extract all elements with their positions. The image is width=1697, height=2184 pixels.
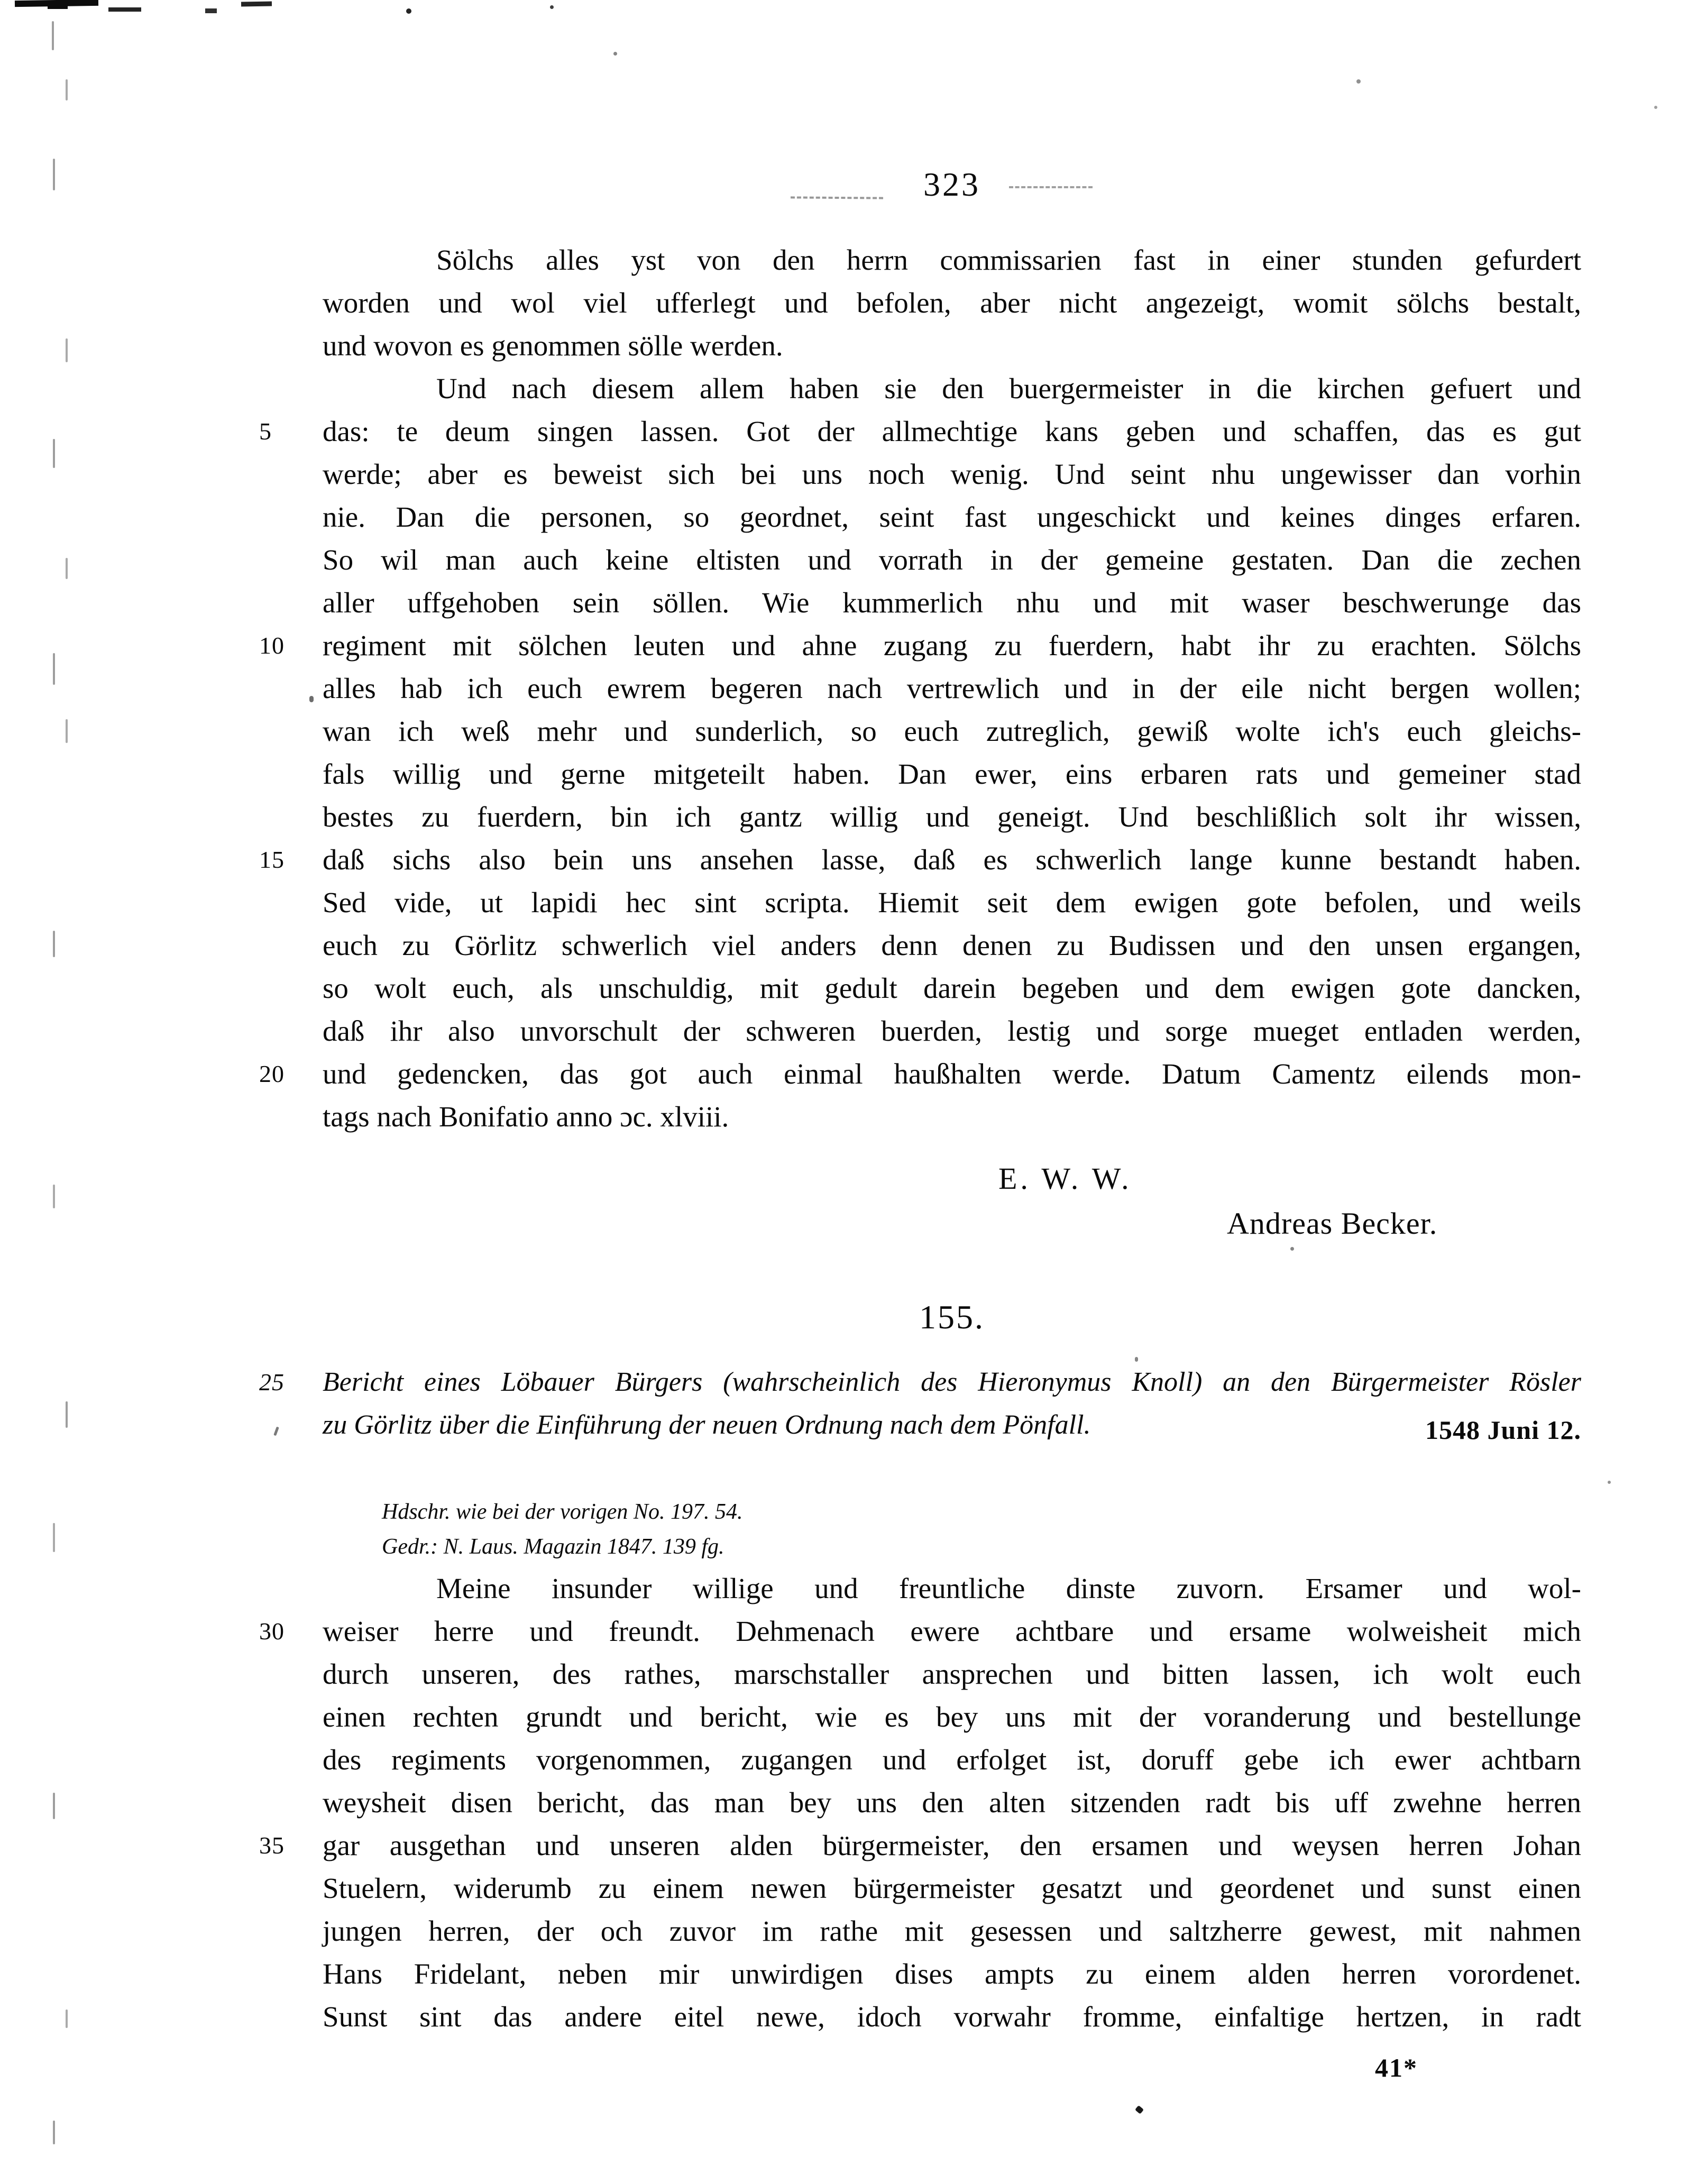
line-text: daß sichs also bein uns ansehen lasse, daß es schwerlich lange kunne bestandt haben.	[323, 843, 1581, 876]
line-text: Sed vide, ut lapidi hec sint scripta. Hiemit seit dem ewigen gote befolen, und weils	[323, 886, 1581, 919]
line-text: regiment mit sölchen leuten und ahne zugang zu fuerdern, habt ihr zu erachten. Sölchs	[323, 629, 1581, 662]
report-text-block	[259, 1567, 1581, 2038]
line-text: bestes zu fuerdern, bin ich gantz willig und geneigt. Und beschlißlich solt ihr wissen,	[323, 801, 1581, 833]
line-text: worden und wol viel ufferlegt und befolen, aber nicht angezeigt, womit sölchs bestalt,	[323, 287, 1581, 319]
line-text: weysheit disen bericht, das man bey uns den alten sitzenden radt bis uff zwehne herren	[323, 1786, 1581, 1819]
text-line	[323, 1910, 1581, 1952]
caption-line	[323, 1403, 1581, 1446]
text-line	[323, 1867, 1581, 1910]
scan-speck	[613, 52, 617, 56]
text-line	[323, 1010, 1581, 1052]
scan-speck	[406, 8, 411, 14]
text-line	[323, 667, 1581, 710]
scan-speck	[66, 79, 68, 100]
scan-speck	[1654, 106, 1657, 109]
line-text: daß ihr also unvorschult der schweren buerden, lestig und sorge mueget entladen werden,	[323, 1015, 1581, 1047]
text-line	[323, 367, 1581, 410]
scan-speck	[53, 653, 55, 685]
scan-speck	[108, 7, 141, 12]
margin-line-number: 30	[259, 1618, 285, 1645]
text-line	[323, 1695, 1581, 1738]
margin-line-number: 10	[259, 632, 285, 659]
line-text: jungen herren, der och zuvor im rathe mit gesessen und saltzherre gewest, mit nahmen	[323, 1915, 1581, 1947]
scan-speck	[1135, 1357, 1138, 1362]
text-line	[323, 581, 1581, 624]
source-reference-line: Gedr.: N. Laus. Magazin 1847. 139 fg.	[382, 1535, 724, 1559]
sheet-signature-mark: 41*	[1375, 2053, 1418, 2082]
scan-speck	[273, 1427, 279, 1436]
scan-speck	[53, 439, 55, 468]
line-text: durch unseren, des rathes, marschstaller ansprechen und bitten lassen, ich wolt euch	[323, 1658, 1581, 1690]
scan-speck	[66, 719, 68, 743]
scan-speck	[1135, 2105, 1144, 2114]
margin-line-number: 35	[259, 1832, 285, 1859]
scan-speck	[66, 1401, 68, 1428]
scan-speck	[53, 159, 55, 190]
text-line	[323, 281, 1581, 324]
text-line	[323, 1095, 1581, 1138]
scan-speck	[66, 2009, 68, 2028]
line-text: zu Görlitz über die Einführung der neuen Ordnung nach dem Pönfall.	[323, 1410, 1091, 1440]
text-line	[323, 495, 1581, 538]
document-number-heading: 155.	[919, 1298, 985, 1336]
text-line	[323, 238, 1581, 281]
line-text: fals willig und gerne mitgeteilt haben. Dan ewer, eins erbaren rats und gemeiner stad	[323, 758, 1581, 790]
caption-line	[259, 1361, 1581, 1403]
line-text: das: te deum singen lassen. Got der allmechtige kans geben und schaffen, das es gut	[323, 415, 1581, 447]
text-line	[259, 410, 1581, 453]
document-caption	[259, 1361, 1581, 1446]
line-text: so wolt euch, als unschuldig, mit gedult darein begeben und dem ewigen gote dancken,	[323, 972, 1581, 1004]
text-line	[323, 1738, 1581, 1781]
line-text: und gedencken, das got auch einmal haußhalten werde. Datum Camentz eilends mon-	[323, 1058, 1581, 1090]
text-line	[323, 753, 1581, 795]
text-line	[323, 967, 1581, 1010]
letter-text-block	[259, 238, 1581, 1138]
scan-speck	[205, 8, 217, 13]
text-line	[323, 1781, 1581, 1824]
text-line	[259, 624, 1581, 667]
line-text: Hans Fridelant, neben mir unwirdigen dises ampts zu einem alden herren vorordenet.	[323, 1958, 1581, 1990]
scan-speck	[52, 21, 54, 50]
line-text: euch zu Görlitz schwerlich viel anders denn denen zu Budissen und den unsen ergangen,	[323, 929, 1581, 961]
line-text: des regiments vorgenommen, zugangen und erfolget ist, doruff gebe ich ewer achtbarn	[323, 1743, 1581, 1776]
line-text: weiser herre und freundt. Dehmenach ewere achtbare und ersame wolweisheit mich	[323, 1615, 1581, 1647]
margin-line-number: 15	[259, 846, 285, 873]
scan-speck	[48, 2, 68, 9]
scan-speck	[1356, 79, 1361, 84]
document-date: 1548 Juni 12.	[1425, 1415, 1581, 1445]
margin-line-number: 20	[259, 1060, 285, 1087]
scan-speck	[550, 5, 554, 9]
scan-speck	[53, 1793, 55, 1819]
line-text: aller uffgehoben sein söllen. Wie kummerlich nhu und mit waser beschwerunge das	[323, 586, 1581, 619]
margin-line-number: 25	[259, 1369, 285, 1396]
scan-speck	[1608, 1481, 1611, 1484]
text-line	[323, 795, 1581, 838]
scan-speck	[241, 1, 272, 6]
scan-speck	[53, 1523, 55, 1552]
source-references	[382, 1494, 1439, 1564]
scan-speck	[53, 2121, 55, 2144]
scan-speck	[66, 338, 68, 362]
line-text: Sunst sint das andere eitel newe, idoch vorwahr fromme, einfaltige hertzen, in radt	[323, 2001, 1581, 2033]
scan-speck	[53, 1185, 55, 1208]
text-line	[323, 1995, 1581, 2038]
header-rule-right-artifact	[1009, 186, 1093, 188]
line-text: werde; aber es beweist sich bei uns noch wenig. Und seint nhu ungewisser dan vorhin	[323, 458, 1581, 490]
text-line	[323, 924, 1581, 967]
line-text: alles hab ich euch ewrem begeren nach vertrewlich und in der eile nicht bergen wollen;	[323, 672, 1581, 704]
scan-speck	[309, 696, 314, 702]
source-reference-line: Hdschr. wie bei der vorigen No. 197. 54.	[382, 1500, 743, 1524]
page-number: 323	[923, 166, 980, 203]
scan-speck	[53, 931, 55, 957]
line-text: So wil man auch keine eltisten und vorrath in der gemeine gestaten. Dan die zechen	[323, 544, 1581, 576]
scan-speck	[66, 558, 68, 579]
line-text: gar ausgethan und unseren alden bürgermeister, den ersamen und weysen herren Johan	[323, 1829, 1581, 1861]
line-text: Und nach diesem allem haben sie den buergermeister in die kirchen gefuert und	[436, 372, 1581, 405]
scan-speck	[1290, 1247, 1294, 1251]
text-line	[323, 538, 1581, 581]
text-line	[323, 1567, 1581, 1610]
line-text: tags nach Bonifatio anno ɔc. xlviii.	[323, 1100, 729, 1133]
text-line	[323, 710, 1581, 753]
text-line	[323, 881, 1581, 924]
text-line	[323, 324, 1581, 367]
text-line	[259, 1824, 1581, 1867]
text-line	[323, 1653, 1581, 1695]
signature-name: Andreas Becker.	[1227, 1206, 1438, 1241]
line-text: Sölchs alles yst von den herrn commissarien fast in einer stunden gefurdert	[436, 244, 1581, 276]
valediction: E. W. W.	[998, 1161, 1132, 1196]
line-text: einen rechten grundt und bericht, wie es bey uns mit der voranderung und bestellunge	[323, 1701, 1581, 1733]
text-line	[259, 1052, 1581, 1095]
text-line	[259, 1610, 1581, 1653]
line-text: nie. Dan die personen, so geordnet, seint fast ungeschickt und keines dinges erfaren.	[323, 501, 1581, 533]
text-line	[259, 838, 1581, 881]
line-text: Meine insunder willige und freuntliche dinste zuvorn. Ersamer und wol-	[436, 1572, 1581, 1604]
text-line	[323, 453, 1581, 495]
line-text: Bericht eines Löbauer Bürgers (wahrscheinlich des Hieronymus Knoll) an den Bürgermeister Rösler	[323, 1367, 1581, 1397]
margin-line-number: 5	[259, 418, 272, 445]
line-text: Stuelern, widerumb zu einem newen bürgermeister gesatzt und geordenet und sunst einen	[323, 1872, 1581, 1904]
line-text: und wovon es genommen sölle werden.	[323, 329, 783, 362]
text-line	[323, 1952, 1581, 1995]
line-text: wan ich weß mehr und sunderlich, so euch zutreglich, gewiß wolte ich's euch gleichs-	[323, 715, 1581, 747]
